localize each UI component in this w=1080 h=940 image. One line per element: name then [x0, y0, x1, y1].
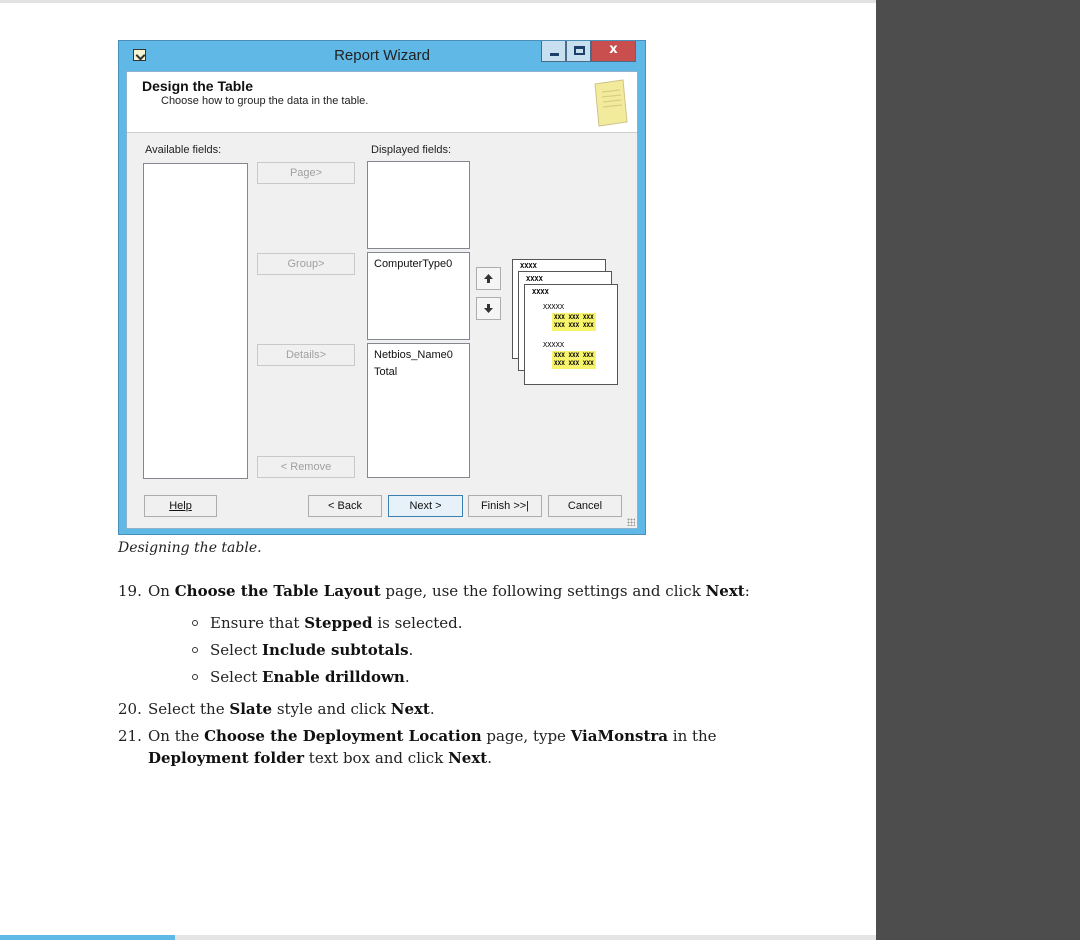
preview-header-3: XXXX	[532, 288, 549, 296]
preview-group-1: XXXXX	[543, 303, 565, 311]
maximize-icon	[574, 46, 585, 55]
help-button-label: Help	[169, 500, 192, 512]
step-item	[118, 725, 768, 771]
field-item[interactable]: ComputerType0	[374, 258, 453, 270]
maximize-button[interactable]	[566, 41, 591, 62]
bullet-text	[210, 666, 410, 688]
emphasis-text: Slate	[229, 700, 273, 718]
group-fields-list[interactable]	[367, 252, 470, 340]
figure-caption: Designing the table.	[118, 540, 262, 556]
layout-preview	[512, 259, 622, 389]
body-text: .	[429, 700, 435, 718]
field-item[interactable]: Netbios_Name0	[374, 349, 453, 361]
move-down-button[interactable]	[476, 297, 501, 320]
bullet-icon	[192, 620, 198, 626]
arrow-up-icon	[477, 268, 500, 289]
preview-header-2: XXXX	[526, 275, 543, 283]
body-text: :	[744, 582, 750, 600]
report-wizard-dialog	[118, 40, 646, 535]
details-button[interactable]: Details>	[257, 344, 355, 366]
step-item	[118, 580, 768, 602]
preview-detail-row: XXX XXX XXX	[554, 314, 594, 321]
emphasis-text: Next	[390, 700, 430, 718]
move-up-button[interactable]	[476, 267, 501, 290]
body-text: On	[148, 582, 175, 600]
displayed-fields-label	[371, 144, 451, 156]
body-text: .	[487, 749, 492, 767]
body-text: style and click	[272, 700, 391, 718]
cancel-button[interactable]: Cancel	[548, 495, 622, 517]
available-fields-label-text: Available fields:	[145, 144, 222, 156]
step-number: 21.	[118, 727, 142, 745]
body-text: On the	[148, 727, 205, 745]
wizard-page-title: Design the Table	[142, 78, 253, 94]
window-title: Report Wizard	[334, 47, 430, 64]
resize-grip[interactable]	[627, 518, 635, 526]
minimize-button[interactable]	[541, 41, 566, 62]
preview-detail-row: XXX XXX XXX	[554, 352, 594, 359]
body-text: page, type	[481, 727, 571, 745]
wizard-page-subtitle: Choose how to group the data in the table.	[161, 95, 369, 107]
available-fields-list[interactable]	[143, 163, 248, 479]
body-text: in the	[668, 727, 717, 745]
body-text: Ensure that	[210, 614, 305, 632]
emphasis-text: Deployment folder	[148, 749, 305, 767]
body-text: text box and click	[304, 749, 449, 767]
minimize-icon	[550, 53, 559, 56]
close-button[interactable]	[591, 41, 636, 62]
preview-group-2: XXXXX	[543, 341, 565, 349]
dialog-body	[126, 71, 638, 529]
bullet-icon	[192, 674, 198, 680]
emphasis-text: Choose the Deployment Location	[204, 727, 482, 745]
reader-side-panel	[876, 0, 1080, 940]
available-fields-label	[145, 144, 221, 156]
help-button[interactable]	[144, 495, 217, 517]
displayed-fields-label-text: Displayed fields:	[371, 144, 452, 156]
back-button[interactable]: < Back	[308, 495, 382, 517]
group-button[interactable]: Group>	[257, 253, 355, 275]
reading-progress-bar	[0, 935, 876, 940]
remove-button[interactable]: < Remove	[257, 456, 355, 478]
bullet-text	[210, 612, 463, 634]
top-border	[0, 0, 876, 3]
emphasis-text: Include subtotals	[262, 641, 409, 659]
window-controls	[541, 41, 636, 62]
emphasis-text: ViaMonstra	[570, 727, 668, 745]
finish-button[interactable]: Finish >>|	[468, 495, 542, 517]
arrow-down-icon	[477, 298, 500, 319]
body-text: .	[408, 641, 414, 659]
preview-header-1: XXXX	[520, 262, 537, 270]
step-item	[118, 698, 768, 720]
body-text: Select	[210, 668, 263, 686]
body-text: Select the	[148, 700, 230, 718]
page-fields-list[interactable]	[367, 161, 470, 249]
report-document-icon	[593, 78, 629, 128]
step-text	[148, 580, 768, 602]
emphasis-text: Stepped	[304, 614, 373, 632]
details-fields-list[interactable]	[367, 343, 470, 478]
bullet-icon	[192, 647, 198, 653]
page-button[interactable]: Page>	[257, 162, 355, 184]
bullet-text	[210, 639, 413, 661]
preview-page-front	[524, 284, 618, 385]
preview-detail-row: XXX XXX XXX	[554, 322, 594, 329]
wizard-header	[127, 72, 637, 133]
body-text: Select	[210, 641, 263, 659]
emphasis-text: Enable drilldown	[262, 668, 405, 686]
next-button[interactable]: Next >	[388, 495, 463, 517]
step-text	[148, 725, 768, 769]
close-icon: x	[609, 42, 618, 57]
body-text: .	[404, 668, 410, 686]
preview-detail-block-1	[552, 313, 596, 331]
field-item[interactable]: Total	[374, 366, 398, 378]
step-text	[148, 698, 768, 720]
emphasis-text: Next	[448, 749, 488, 767]
emphasis-text: Next	[705, 582, 745, 600]
body-text: page, use the following settings and click	[380, 582, 706, 600]
reading-progress-fill	[0, 935, 175, 940]
step-number: 20.	[118, 700, 142, 718]
preview-detail-row: XXX XXX XXX	[554, 360, 594, 367]
title-bar[interactable]	[119, 41, 645, 71]
step-number: 19.	[118, 582, 142, 600]
emphasis-text: Choose the Table Layout	[174, 582, 381, 600]
body-text: is selected.	[372, 614, 463, 632]
preview-detail-block-2	[552, 351, 596, 369]
